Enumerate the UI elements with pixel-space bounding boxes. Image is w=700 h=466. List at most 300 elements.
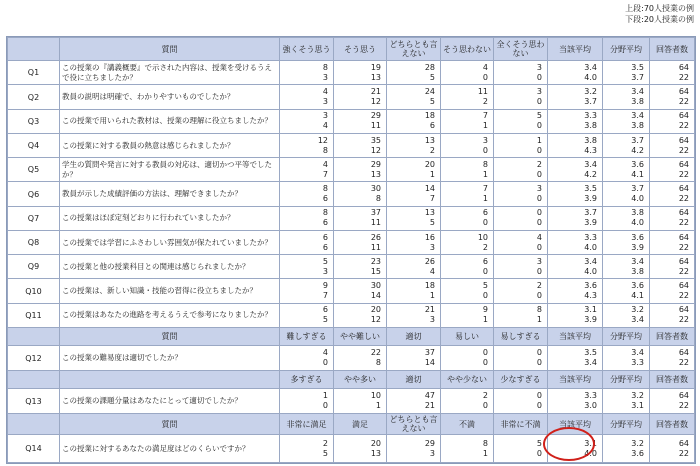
- header-cell: 分野平均: [603, 38, 650, 61]
- value: 3.1: [631, 401, 644, 411]
- value-cell: [494, 158, 548, 182]
- value: 12: [370, 145, 381, 155]
- value: 4.1: [631, 169, 644, 179]
- value: 1: [482, 448, 488, 458]
- value-cell: [603, 389, 650, 414]
- value: 1: [482, 194, 488, 204]
- value: 20: [370, 438, 381, 448]
- value-cell: [603, 61, 650, 85]
- header-question: 質問: [60, 414, 280, 435]
- value: 22: [678, 121, 689, 131]
- value-cell: [441, 85, 494, 109]
- value-cell: [387, 109, 441, 133]
- value-cell: [280, 158, 334, 182]
- value: 4: [536, 232, 542, 242]
- value: 2: [536, 281, 542, 291]
- value: 1: [375, 401, 381, 411]
- header-cell: 当該平均: [548, 38, 603, 61]
- question-text: この授業の課題分量はあなたにとって適切でしたか？: [60, 389, 280, 414]
- value: 21: [424, 305, 435, 315]
- value: 4.3: [584, 145, 597, 155]
- value: 4.3: [584, 291, 597, 301]
- value: 8: [482, 438, 488, 448]
- value: 3: [322, 97, 328, 107]
- value: 3.7: [584, 208, 597, 218]
- value-cell: [441, 435, 494, 463]
- value: 22: [370, 348, 381, 357]
- header-blank: [8, 38, 60, 61]
- header-cell: 難しすぎる: [280, 327, 334, 345]
- value-cell: [650, 303, 695, 327]
- value: 11: [370, 218, 381, 228]
- value: 0: [482, 358, 488, 367]
- value-cell: [441, 279, 494, 303]
- value: 2: [536, 159, 542, 169]
- value-cell: [603, 109, 650, 133]
- value-cell: [650, 158, 695, 182]
- value-cell: [603, 345, 650, 370]
- value: 0: [536, 169, 542, 179]
- value: 2: [482, 97, 488, 107]
- value-cell: [387, 435, 441, 463]
- value: 3.8: [584, 121, 597, 131]
- value: 0: [482, 401, 488, 411]
- question-text: この授業に対するあなたの満足度はどのくらいですか？: [60, 435, 280, 463]
- value-cell: [650, 345, 695, 370]
- value: 4.2: [631, 145, 644, 155]
- value: 3.9: [584, 194, 597, 204]
- value-cell: [441, 133, 494, 157]
- value: 8: [322, 184, 328, 194]
- question-text: この授業で用いられた教材は、授業の理解に役立ちましたか？: [60, 109, 280, 133]
- question-text: 教員が示した成績評価の方法は、理解できましたか？: [60, 182, 280, 206]
- value: 0: [536, 72, 542, 82]
- value: 6: [482, 256, 488, 266]
- value: 7: [482, 111, 488, 121]
- value: 23: [370, 256, 381, 266]
- value-cell: [494, 61, 548, 85]
- value-cell: [494, 230, 548, 254]
- header-cell: 回答者数: [650, 38, 695, 61]
- value-cell: [334, 158, 387, 182]
- value: 7: [429, 194, 435, 204]
- value: 3: [429, 448, 435, 458]
- value-cell: [334, 303, 387, 327]
- question-text: この授業と他の授業科目との関連は感じられましたか？: [60, 255, 280, 279]
- question-text: 学生の質問や発言に対する教員の対応は、適切かつ平等でしたか？: [60, 158, 280, 182]
- value: 3.2: [584, 87, 597, 97]
- value: 4.0: [631, 194, 644, 204]
- value: 3.6: [631, 448, 644, 458]
- value-cell: [334, 61, 387, 85]
- value: 64: [678, 159, 689, 169]
- value-cell: [650, 61, 695, 85]
- value: 5: [429, 218, 435, 228]
- value: 13: [370, 448, 381, 458]
- value-cell: [280, 279, 334, 303]
- header-cell: 満足: [334, 414, 387, 435]
- value: 47: [424, 391, 435, 401]
- header-cell: 分野平均: [603, 414, 650, 435]
- value: 4.0: [584, 448, 597, 458]
- table-row: [8, 279, 695, 303]
- value: 3.4: [584, 358, 597, 367]
- value: 22: [678, 266, 689, 276]
- value: 20: [424, 159, 435, 169]
- value-cell: [650, 85, 695, 109]
- header-row: [8, 371, 695, 389]
- value-cell: [441, 109, 494, 133]
- value: 0: [536, 208, 542, 218]
- value: 4: [322, 159, 328, 169]
- value: 3.8: [631, 266, 644, 276]
- value: 3.4: [631, 348, 644, 357]
- table-row: [8, 85, 695, 109]
- value-cell: [441, 389, 494, 414]
- header-cell: やや少ない: [441, 371, 494, 389]
- legend-bottom: 下段:20人授業の例: [625, 15, 694, 24]
- value: 3.9: [584, 218, 597, 228]
- value-cell: [548, 230, 603, 254]
- value: 4: [322, 87, 328, 97]
- question-id: Q11: [8, 303, 60, 327]
- value-cell: [441, 182, 494, 206]
- header-cell: 分野平均: [603, 371, 650, 389]
- value: 35: [370, 135, 381, 145]
- value-cell: [441, 345, 494, 370]
- value: 3.4: [631, 87, 644, 97]
- value: 10: [477, 232, 488, 242]
- value: 0: [482, 266, 488, 276]
- value-cell: [650, 389, 695, 414]
- value: 0: [536, 218, 542, 228]
- value-cell: [494, 279, 548, 303]
- value: 3.4: [631, 256, 644, 266]
- header-row: [8, 327, 695, 345]
- value: 0: [482, 145, 488, 155]
- question-id: Q1: [8, 61, 60, 85]
- value: 3.7: [584, 97, 597, 107]
- value-cell: [494, 389, 548, 414]
- header-cell: 非常に満足: [280, 414, 334, 435]
- question-id: Q5: [8, 158, 60, 182]
- value: 7: [482, 184, 488, 194]
- value: 3.8: [631, 208, 644, 218]
- header-cell: 適切: [387, 371, 441, 389]
- value-cell: [280, 435, 334, 463]
- value: 3: [322, 111, 328, 121]
- value: 22: [678, 145, 689, 155]
- value-cell: [334, 435, 387, 463]
- value: 29: [370, 111, 381, 121]
- value-cell: [280, 230, 334, 254]
- header-cell: 回答者数: [650, 371, 695, 389]
- value-cell: [548, 389, 603, 414]
- value: 0: [322, 358, 328, 367]
- value: 22: [678, 291, 689, 301]
- question-text: この授業に対する教員の熱意は感じられましたか？: [60, 133, 280, 157]
- value: 22: [678, 97, 689, 107]
- value-cell: [650, 255, 695, 279]
- table-row: [8, 255, 695, 279]
- table-row: [8, 230, 695, 254]
- value-cell: [387, 279, 441, 303]
- question-text: この授業はあなたの進路を考えるうえで参考になりましたか？: [60, 303, 280, 327]
- value: 2: [322, 438, 328, 448]
- header-question-blank: [60, 371, 280, 389]
- question-text: この授業の『講義概要』で示された内容は、授業を受けるうえで役に立ちましたか？: [60, 61, 280, 85]
- value-cell: [334, 279, 387, 303]
- value: 3.3: [584, 111, 597, 121]
- value: 0: [482, 348, 488, 357]
- value-cell: [441, 206, 494, 230]
- value: 6: [482, 208, 488, 218]
- header-cell: 易しすぎる: [494, 327, 548, 345]
- value-cell: [603, 133, 650, 157]
- value-cell: [280, 345, 334, 370]
- value: 4: [429, 266, 435, 276]
- value: 22: [678, 358, 689, 367]
- value-cell: [603, 182, 650, 206]
- survey-table-frame: [6, 36, 696, 464]
- value-cell: [334, 206, 387, 230]
- value-cell: [548, 279, 603, 303]
- value-cell: [387, 206, 441, 230]
- value: 28: [424, 62, 435, 72]
- value: 6: [322, 194, 328, 204]
- question-id: Q14: [8, 435, 60, 463]
- value: 1: [536, 135, 542, 145]
- value: 6: [322, 242, 328, 252]
- value: 64: [678, 208, 689, 218]
- value: 4.1: [631, 291, 644, 301]
- value-cell: [603, 279, 650, 303]
- table-row: [8, 182, 695, 206]
- value-cell: [387, 158, 441, 182]
- value: 21: [370, 87, 381, 97]
- legend: [625, 3, 694, 25]
- value: 5: [536, 438, 542, 448]
- question-id: Q4: [8, 133, 60, 157]
- value: 0: [482, 72, 488, 82]
- header-cell: どちらとも言えない: [387, 38, 441, 61]
- value: 64: [678, 111, 689, 121]
- value: 0: [536, 348, 542, 357]
- value: 6: [322, 305, 328, 315]
- value: 3.4: [631, 315, 644, 325]
- question-id: Q12: [8, 345, 60, 370]
- question-id: Q7: [8, 206, 60, 230]
- value: 13: [424, 135, 435, 145]
- value: 4: [322, 121, 328, 131]
- value-cell: [334, 389, 387, 414]
- value-cell: [603, 435, 650, 463]
- value-cell: [387, 345, 441, 370]
- value-cell: [441, 255, 494, 279]
- value: 22: [678, 401, 689, 411]
- legend-top: 上段:70人授業の例: [625, 4, 694, 13]
- value-cell: [280, 255, 334, 279]
- value-cell: [441, 158, 494, 182]
- value: 0: [536, 266, 542, 276]
- value: 5: [429, 97, 435, 107]
- value-cell: [650, 206, 695, 230]
- value-cell: [280, 303, 334, 327]
- value: 26: [424, 256, 435, 266]
- value: 8: [375, 358, 381, 367]
- value-cell: [548, 158, 603, 182]
- value: 22: [678, 72, 689, 82]
- value: 3.7: [631, 184, 644, 194]
- value-cell: [548, 85, 603, 109]
- value: 9: [482, 305, 488, 315]
- value: 64: [678, 305, 689, 315]
- value-cell: [280, 206, 334, 230]
- value: 10: [370, 391, 381, 401]
- value: 3.3: [584, 391, 597, 401]
- value: 0: [536, 242, 542, 252]
- value: 5: [482, 281, 488, 291]
- value-cell: [280, 109, 334, 133]
- header-cell: 強くそう思う: [280, 38, 334, 61]
- value: 6: [322, 218, 328, 228]
- value-cell: [334, 230, 387, 254]
- value: 30: [370, 184, 381, 194]
- value: 1: [482, 121, 488, 131]
- value-cell: [280, 182, 334, 206]
- value: 11: [370, 242, 381, 252]
- value: 12: [370, 315, 381, 325]
- value: 3.4: [584, 159, 597, 169]
- value: 64: [678, 281, 689, 291]
- value-cell: [387, 230, 441, 254]
- value: 3.2: [631, 391, 644, 401]
- value: 64: [678, 348, 689, 357]
- table-row: [8, 206, 695, 230]
- value: 3.5: [584, 348, 597, 357]
- value-cell: [548, 61, 603, 85]
- value-cell: [548, 255, 603, 279]
- value: 7: [322, 291, 328, 301]
- value: 13: [424, 208, 435, 218]
- header-cell: 回答者数: [650, 414, 695, 435]
- value-cell: [650, 133, 695, 157]
- value: 29: [424, 438, 435, 448]
- value: 8: [322, 145, 328, 155]
- header-cell: 分野平均: [603, 327, 650, 345]
- value: 3.8: [584, 135, 597, 145]
- value-cell: [603, 255, 650, 279]
- value: 3.3: [631, 358, 644, 367]
- value: 19: [370, 62, 381, 72]
- value-cell: [548, 206, 603, 230]
- value: 4.0: [584, 72, 597, 82]
- value: 5: [322, 448, 328, 458]
- value-cell: [603, 303, 650, 327]
- value-cell: [280, 389, 334, 414]
- value: 7: [322, 169, 328, 179]
- value-cell: [280, 133, 334, 157]
- table-row: [8, 133, 695, 157]
- value: 8: [482, 159, 488, 169]
- value-cell: [494, 133, 548, 157]
- table-row: [8, 303, 695, 327]
- value: 13: [370, 169, 381, 179]
- question-text: 教員の説明は明確で、わかりやすいものでしたか？: [60, 85, 280, 109]
- value-cell: [280, 61, 334, 85]
- question-id: Q9: [8, 255, 60, 279]
- value: 64: [678, 184, 689, 194]
- value-cell: [650, 230, 695, 254]
- header-blank: [8, 371, 60, 389]
- table-row: [8, 389, 695, 414]
- value: 2: [482, 242, 488, 252]
- header-cell: 当該平均: [548, 371, 603, 389]
- value: 0: [536, 145, 542, 155]
- value: 0: [536, 291, 542, 301]
- value: 3: [482, 135, 488, 145]
- value: 26: [370, 232, 381, 242]
- value-cell: [548, 133, 603, 157]
- value: 3: [429, 315, 435, 325]
- value: 3: [536, 184, 542, 194]
- value: 0: [536, 358, 542, 367]
- value: 3.0: [584, 401, 597, 411]
- value: 2: [482, 391, 488, 401]
- value: 21: [424, 401, 435, 411]
- value-cell: [334, 255, 387, 279]
- value: 3.1: [584, 305, 597, 315]
- value: 0: [536, 121, 542, 131]
- value-cell: [387, 389, 441, 414]
- value: 14: [424, 358, 435, 367]
- value-cell: [387, 85, 441, 109]
- header-cell: 多すぎる: [280, 371, 334, 389]
- header-cell: 少なすぎる: [494, 371, 548, 389]
- value: 3: [322, 72, 328, 82]
- value-cell: [334, 345, 387, 370]
- value-cell: [334, 85, 387, 109]
- value: 3.4: [584, 256, 597, 266]
- value: 0: [536, 391, 542, 401]
- value: 3: [429, 242, 435, 252]
- value: 22: [678, 194, 689, 204]
- value-cell: [387, 182, 441, 206]
- question-id: Q13: [8, 389, 60, 414]
- value: 3.3: [584, 232, 597, 242]
- value: 0: [536, 97, 542, 107]
- value: 6: [322, 232, 328, 242]
- value: 12: [317, 135, 328, 145]
- value: 4.0: [584, 266, 597, 276]
- value: 4.0: [584, 242, 597, 252]
- value-cell: [387, 133, 441, 157]
- value: 3: [536, 256, 542, 266]
- value: 3.1: [584, 438, 597, 448]
- value: 14: [424, 184, 435, 194]
- value: 3.9: [631, 242, 644, 252]
- value-cell: [603, 85, 650, 109]
- value: 14: [370, 291, 381, 301]
- value: 22: [678, 242, 689, 252]
- value-cell: [494, 109, 548, 133]
- value: 5: [536, 111, 542, 121]
- header-cell: やや多い: [334, 371, 387, 389]
- value: 0: [536, 448, 542, 458]
- value-cell: [650, 109, 695, 133]
- header-row: [8, 38, 695, 61]
- value: 18: [424, 111, 435, 121]
